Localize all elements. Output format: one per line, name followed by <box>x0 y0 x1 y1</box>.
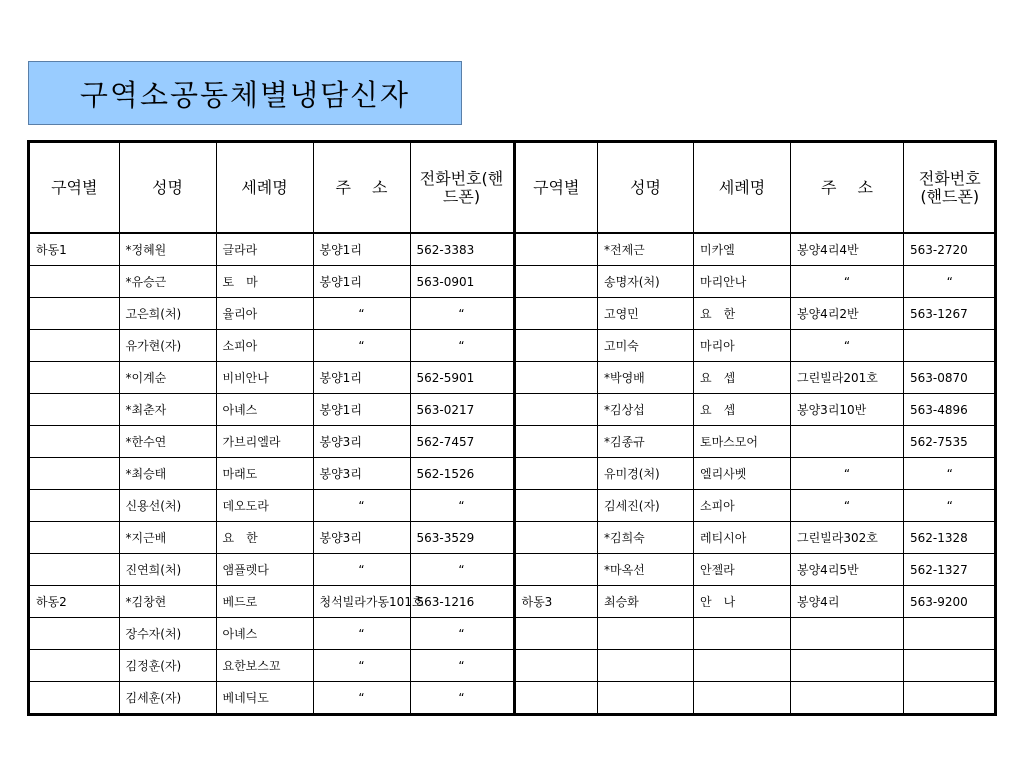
right-roster-body <box>516 233 996 713</box>
table-row <box>516 266 996 298</box>
address-cell: 봉양3리 <box>313 522 410 554</box>
baptismal-name-cell: 레티시아 <box>694 522 791 554</box>
baptismal-name-cell: 율리아 <box>216 298 313 330</box>
baptismal-name-cell: 요 한 <box>216 522 313 554</box>
name-cell: *김종규 <box>598 426 694 458</box>
baptismal-name-cell: 소피아 <box>694 490 791 522</box>
phone-cell: 563-1216 <box>410 586 514 618</box>
phone-cell: “ <box>410 682 514 713</box>
address-cell: 그린빌라302호 <box>791 522 904 554</box>
header-baptismal-name: 세례명 <box>216 143 313 233</box>
phone-cell: 562-7457 <box>410 426 514 458</box>
district-cell <box>516 298 598 330</box>
name-cell: 최승화 <box>598 586 694 618</box>
header-phone: 전화번호(핸드폰) <box>904 143 996 233</box>
name-cell: 신용선(처) <box>119 490 216 522</box>
table-row <box>30 362 514 394</box>
address-cell: 봉양4리5반 <box>791 554 904 586</box>
baptismal-name-cell: 글라라 <box>216 233 313 266</box>
table-row <box>30 618 514 650</box>
baptismal-name-cell: 가브리엘라 <box>216 426 313 458</box>
address-cell: 봉양3리 <box>313 426 410 458</box>
phone-cell: “ <box>410 650 514 682</box>
name-cell: *전제근 <box>598 233 694 266</box>
table-row <box>30 266 514 298</box>
district-cell: 하동3 <box>516 586 598 618</box>
table-row <box>516 586 996 618</box>
baptismal-name-cell: 토 마 <box>216 266 313 298</box>
address-cell: “ <box>313 554 410 586</box>
address-cell: 봉양1리 <box>313 233 410 266</box>
header-address: 주 소 <box>313 143 410 233</box>
header-district: 구역별 <box>516 143 598 233</box>
table-row <box>30 522 514 554</box>
phone-cell: “ <box>410 330 514 362</box>
phone-cell: 563-0217 <box>410 394 514 426</box>
baptismal-name-cell: 마래도 <box>216 458 313 490</box>
baptismal-name-cell: 아녜스 <box>216 394 313 426</box>
address-cell: “ <box>791 490 904 522</box>
address-cell: 봉양1리 <box>313 266 410 298</box>
header-baptismal-name: 세례명 <box>694 143 791 233</box>
baptismal-name-cell: 소피아 <box>216 330 313 362</box>
table-row <box>30 554 514 586</box>
table-row <box>30 458 514 490</box>
phone-cell: “ <box>410 618 514 650</box>
baptismal-name-cell <box>694 618 791 650</box>
phone-cell: 563-1267 <box>904 298 996 330</box>
baptismal-name-cell: 비비안나 <box>216 362 313 394</box>
phone-cell: “ <box>410 490 514 522</box>
district-cell <box>30 522 119 554</box>
header-name: 성명 <box>598 143 694 233</box>
name-cell: *최춘자 <box>119 394 216 426</box>
table-row <box>30 650 514 682</box>
phone-cell: “ <box>410 554 514 586</box>
address-cell: “ <box>791 330 904 362</box>
district-cell <box>30 618 119 650</box>
baptismal-name-cell: 요 셉 <box>694 394 791 426</box>
phone-cell: 563-3529 <box>410 522 514 554</box>
address-cell <box>791 618 904 650</box>
baptismal-name-cell: 마리안나 <box>694 266 791 298</box>
district-cell <box>516 233 598 266</box>
district-cell <box>30 394 119 426</box>
name-cell: *한수연 <box>119 426 216 458</box>
address-cell: 봉양3리10반 <box>791 394 904 426</box>
name-cell: *정혜원 <box>119 233 216 266</box>
name-cell: 김정훈(자) <box>119 650 216 682</box>
name-cell: 유가현(자) <box>119 330 216 362</box>
district-cell: 하동1 <box>30 233 119 266</box>
table-row <box>30 330 514 362</box>
table-row <box>516 298 996 330</box>
district-cell <box>30 266 119 298</box>
name-cell: 고은희(처) <box>119 298 216 330</box>
address-cell: “ <box>313 330 410 362</box>
baptismal-name-cell <box>694 650 791 682</box>
table-row <box>516 618 996 650</box>
baptismal-name-cell: 아녜스 <box>216 618 313 650</box>
name-cell: 송명자(처) <box>598 266 694 298</box>
baptismal-name-cell: 베네딕도 <box>216 682 313 713</box>
name-cell: 김세훈(자) <box>119 682 216 713</box>
name-cell: 진연희(처) <box>119 554 216 586</box>
baptismal-name-cell: 요 한 <box>694 298 791 330</box>
address-cell: 봉양3리 <box>313 458 410 490</box>
name-cell: *이계순 <box>119 362 216 394</box>
table-row <box>516 650 996 682</box>
district-cell <box>516 458 598 490</box>
district-cell <box>516 650 598 682</box>
district-cell <box>30 458 119 490</box>
header-district: 구역별 <box>30 143 119 233</box>
name-cell: *지근배 <box>119 522 216 554</box>
phone-cell: 562-1327 <box>904 554 996 586</box>
left-roster-body <box>30 233 514 713</box>
district-cell <box>516 266 598 298</box>
baptismal-name-cell: 미카엘 <box>694 233 791 266</box>
phone-cell: “ <box>410 298 514 330</box>
address-cell: 청석빌라가동101호 <box>313 586 410 618</box>
district-cell <box>516 330 598 362</box>
name-cell: 고영민 <box>598 298 694 330</box>
table-row <box>516 682 996 713</box>
table-row <box>516 426 996 458</box>
name-cell <box>598 618 694 650</box>
name-cell <box>598 682 694 713</box>
baptismal-name-cell <box>694 682 791 713</box>
name-cell: *최승태 <box>119 458 216 490</box>
phone-cell: 562-7535 <box>904 426 996 458</box>
name-cell: 고미숙 <box>598 330 694 362</box>
baptismal-name-cell: 데오도라 <box>216 490 313 522</box>
district-cell: 하동2 <box>30 586 119 618</box>
address-cell: “ <box>791 266 904 298</box>
district-cell <box>516 490 598 522</box>
table-row <box>516 362 996 394</box>
baptismal-name-cell: 요한보스꼬 <box>216 650 313 682</box>
header-address: 주 소 <box>791 143 904 233</box>
baptismal-name-cell: 베드로 <box>216 586 313 618</box>
table-row <box>30 490 514 522</box>
address-cell: 그린빌라201호 <box>791 362 904 394</box>
table-row <box>516 394 996 426</box>
baptismal-name-cell: 엘리사벳 <box>694 458 791 490</box>
address-cell: 봉양4리2반 <box>791 298 904 330</box>
name-cell: *박영배 <box>598 362 694 394</box>
district-cell <box>516 618 598 650</box>
name-cell: 유미경(처) <box>598 458 694 490</box>
district-cell <box>516 426 598 458</box>
phone-cell: 562-5901 <box>410 362 514 394</box>
baptismal-name-cell: 마리아 <box>694 330 791 362</box>
district-cell <box>30 554 119 586</box>
table-row <box>30 426 514 458</box>
address-cell: “ <box>791 458 904 490</box>
phone-cell <box>904 618 996 650</box>
district-cell <box>30 490 119 522</box>
district-cell <box>30 426 119 458</box>
roster-tables <box>27 140 997 716</box>
table-row <box>30 586 514 618</box>
address-cell: “ <box>313 490 410 522</box>
phone-cell: 563-2720 <box>904 233 996 266</box>
header-row <box>516 143 996 233</box>
district-cell <box>30 298 119 330</box>
address-cell: 봉양1리 <box>313 362 410 394</box>
address-cell <box>791 650 904 682</box>
district-cell <box>30 682 119 713</box>
name-cell: *마옥선 <box>598 554 694 586</box>
phone-cell: “ <box>904 490 996 522</box>
table-row <box>30 233 514 266</box>
table-row <box>516 554 996 586</box>
phone-cell: 562-3383 <box>410 233 514 266</box>
phone-cell: 562-1526 <box>410 458 514 490</box>
address-cell: 봉양4리4반 <box>791 233 904 266</box>
phone-cell: 563-0901 <box>410 266 514 298</box>
table-row <box>30 682 514 713</box>
baptismal-name-cell: 안젤라 <box>694 554 791 586</box>
address-cell <box>791 426 904 458</box>
address-cell: 봉양1리 <box>313 394 410 426</box>
district-cell <box>516 522 598 554</box>
phone-cell: 563-0870 <box>904 362 996 394</box>
name-cell: *김창현 <box>119 586 216 618</box>
phone-cell <box>904 330 996 362</box>
district-cell <box>516 554 598 586</box>
table-row <box>516 522 996 554</box>
header-row <box>30 143 514 233</box>
district-cell <box>30 650 119 682</box>
baptismal-name-cell: 토마스모어 <box>694 426 791 458</box>
phone-cell <box>904 650 996 682</box>
address-cell <box>791 682 904 713</box>
phone-cell: 563-9200 <box>904 586 996 618</box>
district-cell <box>516 682 598 713</box>
phone-cell: “ <box>904 266 996 298</box>
phone-cell <box>904 682 996 713</box>
name-cell: 장수자(처) <box>119 618 216 650</box>
district-cell <box>516 362 598 394</box>
phone-cell: “ <box>904 458 996 490</box>
table-row <box>30 394 514 426</box>
name-cell: 김세진(자) <box>598 490 694 522</box>
name-cell <box>598 650 694 682</box>
name-cell: *유승근 <box>119 266 216 298</box>
table-row <box>516 490 996 522</box>
baptismal-name-cell: 안 나 <box>694 586 791 618</box>
address-cell: “ <box>313 298 410 330</box>
address-cell: “ <box>313 682 410 713</box>
district-cell <box>30 362 119 394</box>
left-roster-table <box>30 143 516 713</box>
name-cell: *김상섭 <box>598 394 694 426</box>
table-row <box>516 233 996 266</box>
table-row <box>516 458 996 490</box>
address-cell: “ <box>313 618 410 650</box>
baptismal-name-cell: 앰플렛다 <box>216 554 313 586</box>
page-title: 구역소공동체별냉담신자 <box>28 61 462 125</box>
address-cell: 봉양4리 <box>791 586 904 618</box>
name-cell: *김희숙 <box>598 522 694 554</box>
table-row <box>30 298 514 330</box>
table-row <box>516 330 996 362</box>
district-cell <box>516 394 598 426</box>
baptismal-name-cell: 요 셉 <box>694 362 791 394</box>
phone-cell: 563-4896 <box>904 394 996 426</box>
phone-cell: 562-1328 <box>904 522 996 554</box>
right-roster-table <box>516 143 996 713</box>
header-name: 성명 <box>119 143 216 233</box>
district-cell <box>30 330 119 362</box>
address-cell: “ <box>313 650 410 682</box>
header-phone: 전화번호(핸드폰) <box>410 143 514 233</box>
